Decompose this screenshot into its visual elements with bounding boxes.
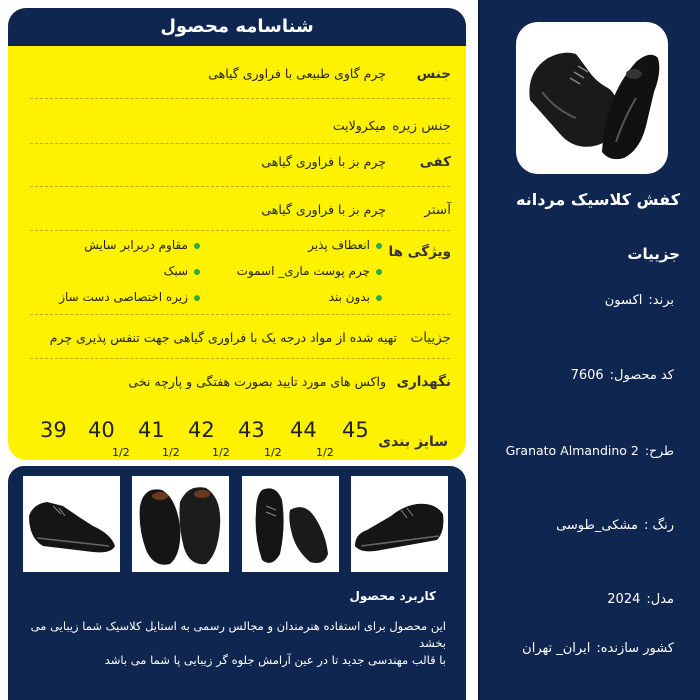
detail-label: کد محصول: xyxy=(609,368,674,383)
bullet-icon xyxy=(194,295,200,301)
shoe-pair-icon xyxy=(516,22,668,174)
spec-label: ویژگی ها xyxy=(388,244,451,260)
size-option[interactable]: 43 xyxy=(238,418,265,442)
detail-value: 2024 xyxy=(607,592,641,607)
bullet-icon xyxy=(376,269,382,275)
half-size-mark: 1/2 xyxy=(112,446,130,459)
divider xyxy=(30,358,450,359)
half-size-mark: 1/2 xyxy=(162,446,180,459)
spec-panel xyxy=(8,8,466,460)
spec-heading: شناسامه محصول xyxy=(8,8,466,46)
bullet-icon xyxy=(194,243,200,249)
shoe-angle-icon xyxy=(23,476,120,572)
bullet-icon xyxy=(194,269,200,275)
spec-label: جنس xyxy=(416,66,451,82)
detail-pattern xyxy=(469,443,674,458)
feature-item: زیره اختصاصی دست ساز xyxy=(59,290,200,304)
spec-value: چرم بز با فراوری گیاهی xyxy=(261,202,386,217)
size-option[interactable]: 42 xyxy=(188,418,215,442)
detail-label: رنگ : xyxy=(643,518,674,533)
divider xyxy=(30,143,450,144)
detail-value: Granato Almandino 2 xyxy=(505,443,639,458)
detail-model xyxy=(469,592,674,607)
spec-value: میکرولایت xyxy=(332,118,386,133)
size-option[interactable]: 41 xyxy=(138,418,165,442)
product-sidebar xyxy=(478,0,700,700)
usage-text xyxy=(16,618,446,669)
detail-value: 7606 xyxy=(570,368,604,383)
feature-item: بدون بند xyxy=(329,290,382,304)
spec-label: آستر xyxy=(424,202,451,218)
size-option[interactable]: 40 xyxy=(88,418,115,442)
detail-value: اکسون xyxy=(604,293,643,308)
feature-item: انعطاف پذیر xyxy=(308,238,382,252)
spec-value: چرم گاوی طبیعی با فراوری گیاهی xyxy=(208,66,386,81)
size-option[interactable]: 44 xyxy=(290,418,317,442)
thumbnail-2[interactable] xyxy=(242,476,339,572)
detail-country xyxy=(469,641,674,656)
usage-line-1: این محصول برای استفاده هنرمندان و مجالس رسمی به استایل کلاسیک شما زیبایی می بخشد xyxy=(30,619,446,650)
shoe-side-icon xyxy=(351,476,448,572)
spec-label: جزییات xyxy=(410,330,451,346)
detail-code xyxy=(469,368,674,383)
divider xyxy=(30,98,450,99)
feature-item: چرم پوست ماری_ اسموت xyxy=(237,264,382,278)
spec-label: نگهداری xyxy=(396,374,451,390)
half-size-mark: 1/2 xyxy=(264,446,282,459)
usage-heading: کاربرد محصول xyxy=(349,589,436,603)
detail-brand xyxy=(469,293,674,308)
bullet-icon xyxy=(376,243,382,249)
gallery-band xyxy=(8,466,466,700)
divider xyxy=(30,314,450,315)
detail-label: مدل: xyxy=(646,592,674,607)
spec-value: چرم بز با فراوری گیاهی xyxy=(261,154,386,169)
detail-value: مشکی_طوسی xyxy=(556,518,638,533)
detail-label: کشور سازنده: xyxy=(596,641,674,656)
shoe-pair-top-icon xyxy=(242,476,339,572)
size-option[interactable]: 45 xyxy=(342,418,369,442)
product-main-image[interactable] xyxy=(516,22,668,174)
divider xyxy=(30,230,450,231)
divider xyxy=(30,186,450,187)
spec-value: واکس های مورد تایید بصورت هفتگی و پارچه نخی xyxy=(128,374,386,389)
product-title: کفش کلاسیک مردانه xyxy=(516,190,680,209)
detail-color xyxy=(469,518,674,533)
feature-item: مقاوم دربرابر سایش xyxy=(84,238,200,252)
thumbnail-1[interactable] xyxy=(351,476,448,572)
usage-line-2: با قالب مهندسی جدید تا در عین آرامش جلوه گر زیبایی پا شما می باشد xyxy=(104,653,446,667)
spec-label: کفی xyxy=(419,154,451,170)
size-label: سایز بندی xyxy=(378,434,448,450)
detail-value: ایران_ تهران xyxy=(522,641,591,656)
details-heading: جزییات xyxy=(627,245,680,263)
size-option[interactable]: 39 xyxy=(40,418,67,442)
feature-item: سبک xyxy=(164,264,200,278)
thumbnail-4[interactable] xyxy=(23,476,120,572)
thumbnail-3[interactable] xyxy=(132,476,229,572)
half-size-mark: 1/2 xyxy=(212,446,230,459)
bullet-icon xyxy=(376,295,382,301)
spec-label: جنس زیره xyxy=(392,118,451,134)
spec-value: تهیه شده از مواد درجه یک با فراوری گیاهی جهت تنفس پذیری چرم xyxy=(49,330,397,345)
shoe-pair-front-icon xyxy=(132,476,229,572)
detail-label: برند: xyxy=(648,293,674,308)
half-size-mark: 1/2 xyxy=(316,446,334,459)
detail-label: طرح: xyxy=(644,443,674,458)
